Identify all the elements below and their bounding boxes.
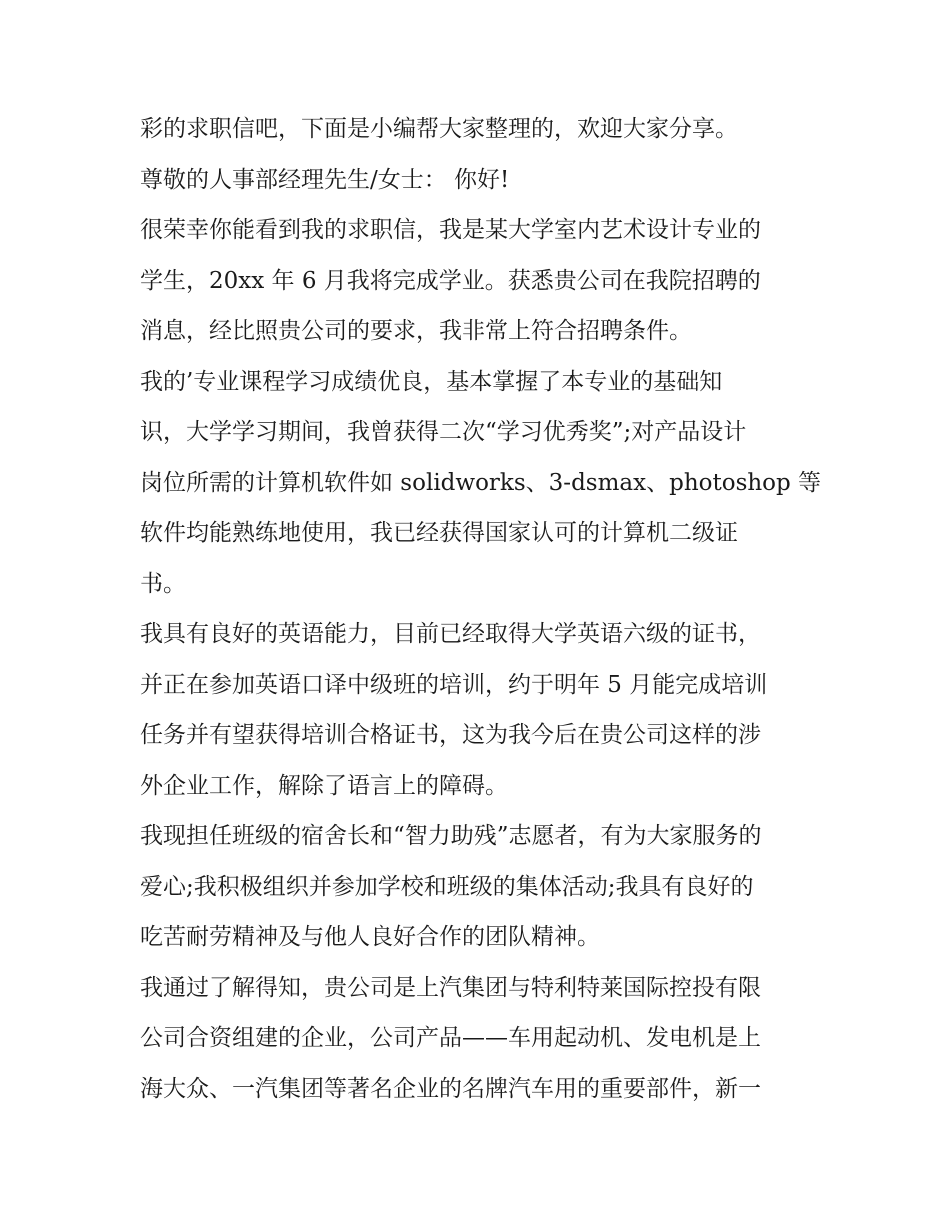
text-line-intro: 彩的求职信吧，下面是小编帮大家整理的，欢迎大家分享。 [140, 116, 738, 142]
text-line: 海大众、一汽集团等著名企业的名牌汽车用的重要部件，新一 [140, 1075, 761, 1102]
text-line: 学生，20xx 年 6 月我将完成学业。获悉贵公司在我院招聘的 [140, 267, 761, 294]
text-line: 外企业工作，解除了语言上的障碍。 [140, 772, 508, 799]
text-line: 我的’专业课程学习成绩优良，基本掌握了本专业的基础知 [140, 368, 723, 395]
text-line: 岗位所需的计算机软件如 solidworks、3-dsmax、photoshop 等 [140, 469, 822, 496]
text-line: 很荣幸你能看到我的求职信，我是某大学室内艺术设计专业的 [140, 217, 761, 243]
text-line: 书。 [140, 570, 186, 597]
text-line: 我现担任班级的宿舍长和“智力助残”志愿者，有为大家服务的 [140, 823, 762, 849]
text-line: 并正在参加英语口译中级班的培训，约于明年 5 月能完成培训 [140, 671, 768, 698]
text-line: 爱心;我积极组织并参加学校和班级的集体活动;我具有良好的 [140, 873, 754, 900]
text-line: 公司合资组建的企业，公司产品——车用起动机、发电机是上 [140, 1025, 761, 1051]
text-line-salutation: 尊敬的人事部经理先生/女士： 你好! [140, 166, 510, 193]
text-line: 我具有良好的英语能力，目前已经取得大学英语六级的证书， [140, 621, 761, 647]
text-line: 软件均能熟练地使用，我已经获得国家认可的计算机二级证 [140, 520, 738, 546]
text-line: 识，大学学习期间，我曾获得二次“学习优秀奖”;对产品设计 [140, 419, 747, 445]
text-line: 我通过了解得知，贵公司是上汽集团与特利特莱国际控投有限 [140, 974, 761, 1001]
text-line: 吃苦耐劳精神及与他人良好合作的团队精神。 [140, 924, 600, 950]
text-line: 消息，经比照贵公司的要求，我非常上符合招聘条件。 [140, 318, 692, 344]
letter-body [140, 104, 830, 1114]
text-line: 任务并有望获得培训合格证书，这为我今后在贵公司这样的涉 [140, 722, 761, 748]
